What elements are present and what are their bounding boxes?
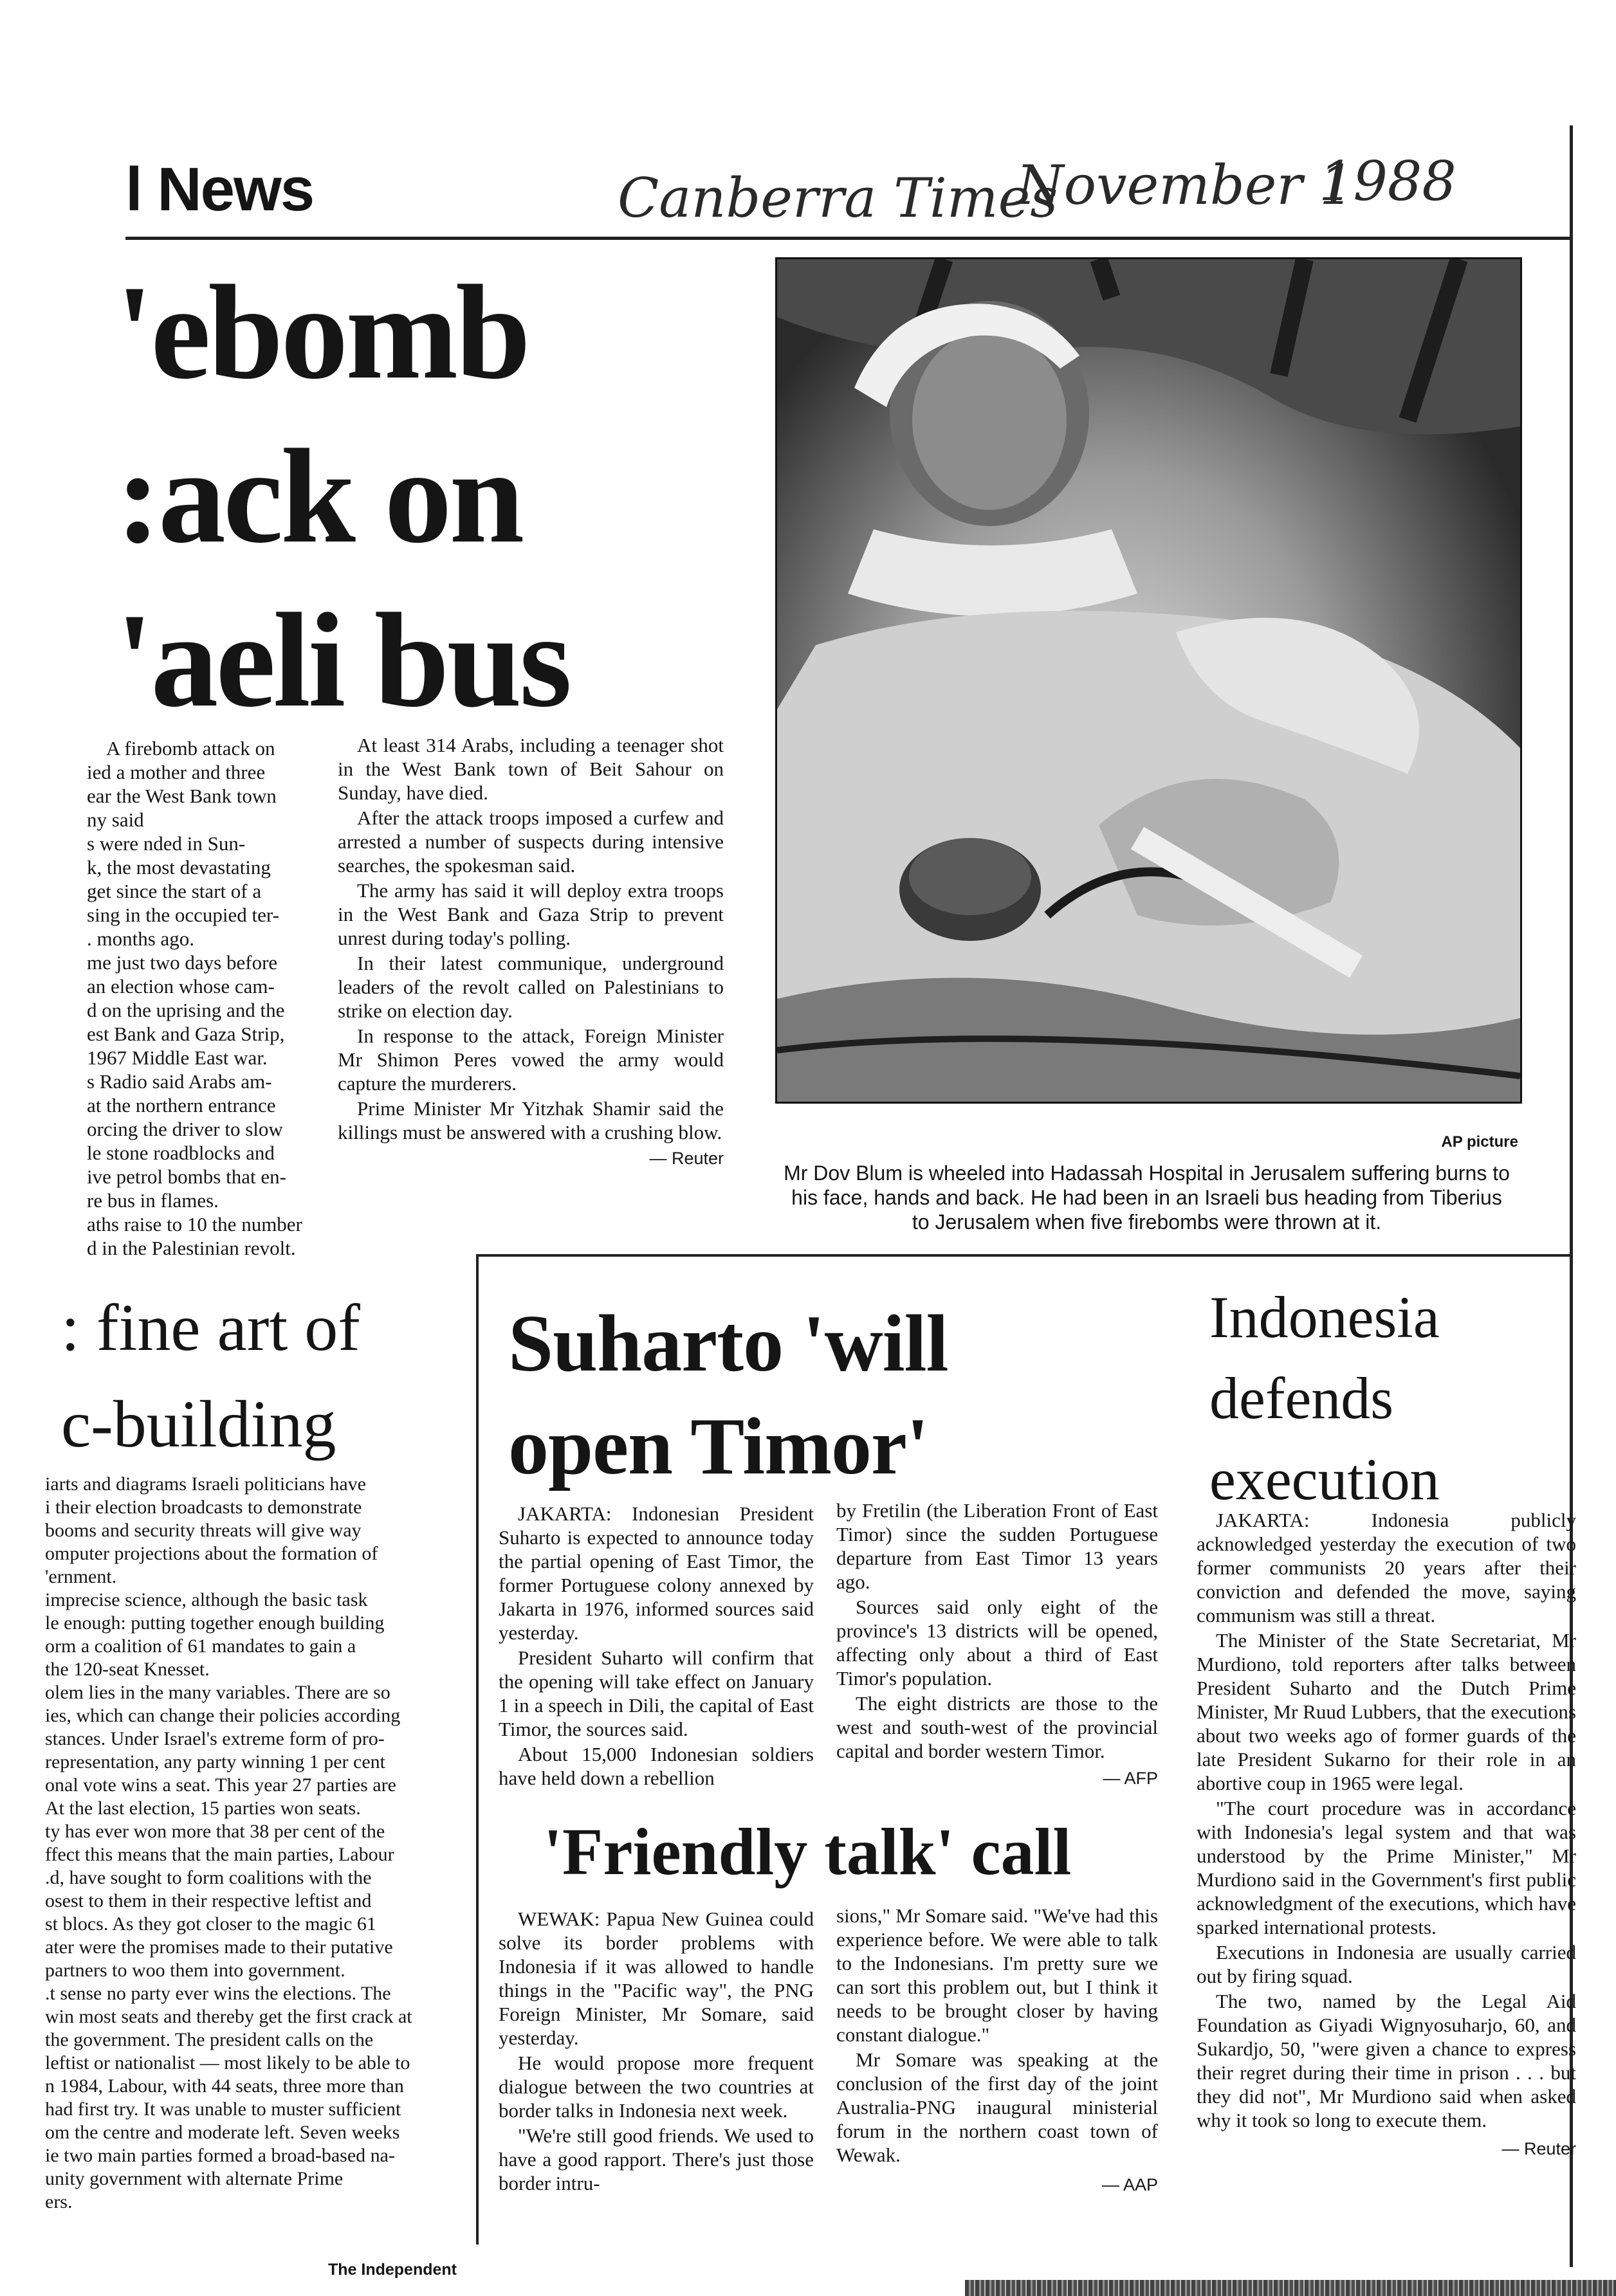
article-line: get since the start of a (87, 880, 262, 902)
paragraph: JAKARTA: Indonesia publicly acknowledged yesterday the execution of two former communists 20 years after their conviction and defended the move, saying communism was still a threat. (1197, 1509, 1576, 1626)
headline-line: : fine art of (61, 1291, 360, 1365)
paragraph: After the attack troops imposed a curfew and arrested a number of suspects during intensive searches, the spokesman said. (338, 806, 724, 877)
paragraph: sions," Mr Somare said. "We've had this experience before. We were able to talk to the Indonesians. I'm pretty sure we can sort this problem out, but I think it needs to be brought closer by having constant dialogue." (836, 1904, 1158, 2046)
indonesia-body (1197, 1508, 1576, 2161)
article-line: leftist or nationalist — most likely to be able to (45, 2052, 410, 2073)
article-line: le stone roadblocks and (87, 1142, 275, 1164)
article-line: re bus in flames. (87, 1189, 219, 1212)
headline-line: c-building (61, 1387, 336, 1461)
article-line: representation, any party winning 1 per cent (45, 1751, 385, 1772)
article-line: the government. The president calls on the (45, 2029, 374, 2050)
handwritten-annotation (618, 150, 1473, 232)
paragraph: The army has said it will deploy extra troops in the West Bank and Gaza Strip to prevent unrest during today's polling. (338, 879, 724, 949)
article-line: omputer projections about the formation of (45, 1543, 378, 1564)
article-line: st blocs. As they got closer to the magic 61 (45, 1913, 376, 1935)
article-line: olem lies in the many variables. There are so (45, 1682, 390, 1703)
article-line: d in the Palestinian revolt. (87, 1237, 296, 1259)
article-line: ny said (87, 808, 144, 831)
headline-line: 'aeli bus (116, 586, 570, 735)
article-line: aths raise to 10 the number (87, 1213, 302, 1235)
photo-credit: AP picture (1441, 1133, 1518, 1151)
headline-line: Suharto 'will (508, 1299, 948, 1389)
fine-art-headline (61, 1280, 473, 1473)
paragraph: He would propose more frequent dialogue between the two countries at border talks in Indonesia next week. (499, 2052, 814, 2122)
article-credit: — AAP (1101, 2175, 1158, 2194)
friendly-column-1 (499, 1907, 814, 2196)
article-line: .d, have sought to form coalitions with the (45, 1867, 372, 1888)
article-line: sing in the occupied ter- (87, 904, 279, 926)
suharto-column-2 (836, 1499, 1158, 1790)
article-line: le enough: putting together enough building (45, 1612, 385, 1634)
article-line: n 1984, Labour, with 44 seats, three more than (45, 2075, 404, 2097)
paragraph: Mr Somare was speaking at the conclusion of the first day of the joint Australia-PNG inaugural ministerial forum in the northern coast town of Wewak. (836, 2048, 1158, 2166)
section-label: l News (125, 155, 314, 224)
fine-art-body (26, 1473, 457, 2214)
firebomb-headline (116, 251, 708, 743)
paragraph: Prime Minister Mr Yitzhak Shamir said the killings must be answered with a crushing blow. (338, 1097, 724, 1143)
headline-line: :ack on (116, 422, 522, 571)
paragraph: by Fretilin (the Liberation Front of East Timor) since the sudden Portuguese departure from East Timor 13 years ago. (836, 1499, 1158, 1593)
paragraph: In their latest communique, underground leaders of the revolt called on Palestinians to strike on election day. (338, 952, 724, 1022)
article-line: had first try. It was unable to muster sufficient (45, 2099, 401, 2120)
article-line: orm a coalition of 61 mandates to gain a (45, 1635, 356, 1657)
article-line: s Radio said Arabs am- (87, 1070, 272, 1093)
paragraph: WEWAK: Papua New Guinea could solve its border problems with Indonesia if it was allowed to handle things in the "Pacific way", the PNG Foreign Minister, Mr Somare, said yesterday. (499, 1908, 814, 2049)
suharto-headline (508, 1293, 1126, 1499)
scan-edge-noise (965, 2280, 1616, 2296)
article-line: ers. (45, 2191, 73, 2212)
headline-line: Indonesia (1209, 1284, 1440, 1350)
article-line: an election whose cam- (87, 975, 275, 998)
article-line: stances. Under Israel's extreme form of pro- (45, 1728, 385, 1749)
paragraph: The Minister of the State Secretariat, Mr Murdiono, told reporters after talks between President Suharto and the Dutch Prime Minister, Mr Ruud Lubbers, that the executions about two weeks ago of former guards of the late President Sukarno for their role in an abortive coup in 1965 were legal. (1197, 1629, 1576, 1794)
paragraph: At least 314 Arabs, including a teenager shot in the West Bank town of Beit Sahour on Sunday, have died. (338, 734, 724, 804)
article-line: .t sense no party ever wins the elections. The (45, 1983, 391, 2004)
firebomb-column-1 (87, 736, 312, 1260)
article-line: booms and security threats will give way (45, 1520, 362, 1541)
article-line: orcing the driver to slow (87, 1118, 283, 1140)
article-line: ear the West Bank town (87, 785, 277, 807)
article-line: osest to them in their respective leftist and (45, 1890, 372, 1911)
article-line: ater were the promises made to their putative (45, 1936, 393, 1958)
indonesia-headline (1209, 1277, 1557, 1520)
article-credit: — Reuter (1501, 2139, 1576, 2158)
news-photo (775, 257, 1522, 1104)
article-line: iarts and diagrams Israeli politicians have (45, 1473, 366, 1495)
paragraph: President Suharto will confirm that the opening will take effect on January 1 in a speech in Dili, the capital of East Timor, the sources said. (499, 1646, 814, 1740)
paragraph: In response to the attack, Foreign Minister Mr Shimon Peres vowed the army would capture the murderers. (338, 1025, 724, 1095)
article-line: ies, which can change their policies according (45, 1705, 401, 1726)
article-line: ie two main parties formed a broad-based na- (45, 2145, 395, 2166)
article-line: om the centre and moderate left. Seven weeks (45, 2122, 400, 2143)
article-line: me just two days before (87, 951, 278, 974)
article-line: the 120-seat Knesset. (45, 1659, 210, 1680)
article-line: ied a mother and three (87, 761, 266, 783)
article-line: partners to woo them into government. (45, 1960, 345, 1981)
article-line: win most seats and thereby get the first crack at (45, 2006, 412, 2027)
article-line: 1967 Middle East war. (87, 1046, 268, 1069)
article-line: ty has ever won more that 38 per cent of the (45, 1821, 385, 1842)
photo-illustration (777, 259, 1520, 1102)
paragraph: "We're still good friends. We used to have a good rapport. There's just those border intru- (499, 2124, 814, 2194)
article-line: i their election broadcasts to demonstrate (45, 1497, 362, 1518)
headline-line: open Timor' (508, 1402, 928, 1491)
headline-line: 'ebomb (116, 258, 529, 407)
headline-line: defends (1209, 1365, 1394, 1431)
paragraph: Executions in Indonesia are usually carried out by firing squad. (1197, 1941, 1576, 1987)
friendly-talk-headline: 'Friendly talk' call (544, 1815, 1072, 1889)
paragraph: The two, named by the Legal Aid Foundation as Giyadi Wignyosuharjo, 60, and Sukardjo, 50, "were given a chance to express their regret during their time in prison . . . but they did not", Mr Murdiono said when asked why it took so long to execute them. (1197, 1990, 1576, 2131)
suharto-column-1 (499, 1502, 814, 1791)
article-line: d on the uprising and the (87, 999, 285, 1021)
mid-rule (476, 1254, 1570, 1257)
photo-caption: Mr Dov Blum is wheeled into Hadassah Hospital in Jerusalem suffering burns to his face, hands and back. He had been in an Israeli bus heading from Tiberius to Jerusalem when five firebombs were thrown at it. (784, 1162, 1510, 1234)
article-line: 'ernment. (45, 1566, 117, 1587)
article-credit: The Independent (328, 2261, 457, 2279)
paragraph: About 15,000 Indonesian soldiers have held down a rebellion (499, 1743, 814, 1789)
article-line: onal vote wins a seat. This year 27 parties are (45, 1774, 396, 1796)
article-line: At the last election, 15 parties won seats. (45, 1798, 361, 1819)
friendly-column-2 (836, 1904, 1158, 2197)
handwritten-date: November 1 (1016, 154, 1354, 217)
handwritten-source: Canberra Times (618, 167, 1058, 230)
paragraph: The eight districts are those to the west and south-west of the provincial capital and border western Timor. (836, 1692, 1158, 1762)
article-credit: — Reuter (649, 1149, 724, 1168)
article-line: unity government with alternate Prime (45, 2168, 344, 2189)
paragraph: "The court procedure was in accordance with Indonesia's legal system and that was understood by the Prime Minister," Mr Murdiono said in the Government's first public acknowledgment of the executions, which have sparked international protests. (1197, 1797, 1576, 1938)
article-line: est Bank and Gaza Strip, (87, 1023, 285, 1045)
article-line: s were nded in Sun- (87, 832, 246, 855)
header-rule (125, 237, 1570, 240)
paragraph: JAKARTA: Indonesian President Suharto is expected to announce today the partial opening of East Timor, the former Portuguese colony annexed by Jakarta in 1976, informed sources said yesterday. (499, 1502, 814, 1644)
headline-line: execution (1209, 1446, 1440, 1512)
paragraph: Sources said only eight of the province's 13 districts will be opened, affecting only about a third of East Timor's population. (836, 1596, 1158, 1690)
handwritten-year: 1988 (1319, 150, 1456, 213)
article-line: imprecise science, although the basic task (45, 1589, 368, 1610)
article-line: A firebomb attack on (106, 737, 275, 760)
firebomb-column-2 (338, 733, 724, 1171)
article-line: at the northern entrance (87, 1094, 276, 1116)
article-line: ffect this means that the main parties, Labour (45, 1844, 394, 1865)
article-line: k, the most devastating (87, 856, 271, 879)
article-line: ive petrol bombs that en- (87, 1165, 286, 1188)
article-credit: — AFP (1103, 1769, 1158, 1788)
box-left-rule (476, 1254, 479, 2245)
article-line: . months ago. (87, 927, 195, 950)
